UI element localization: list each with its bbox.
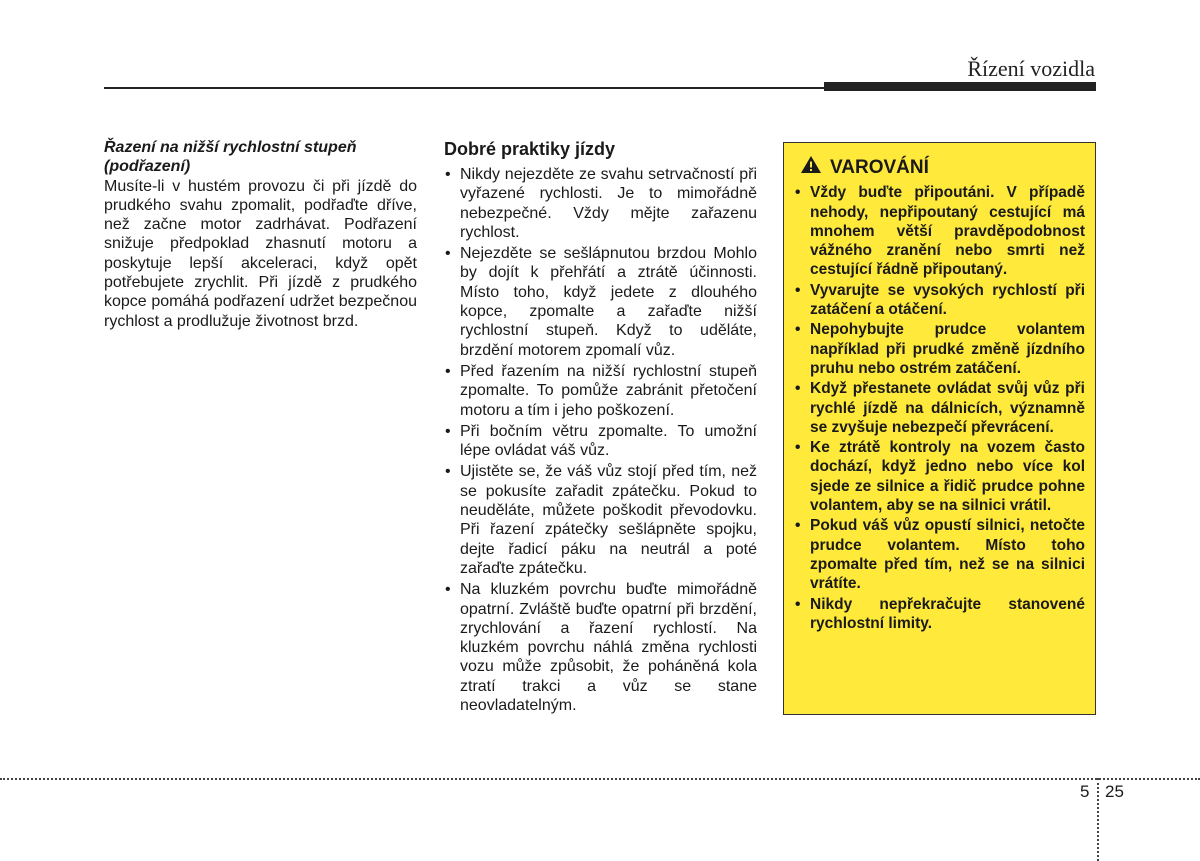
warning-item: • Vždy buďte připoutáni. V případě nehody, nepřipoutaný cestující má mnohem větší pravděpodobnost vážného zranění nebo smrti než cestující řádně připoutaný. — [794, 183, 1085, 279]
warning-item: • Když přestanete ovládat svůj vůz při rychlé jízdě na dálnicích, významně se zvyšuje nebezpečí převrácení. — [794, 379, 1085, 437]
warning-box — [783, 142, 1096, 715]
list-item: • Před řazením na nižší rychlostní stupeň zpomalte. To pomůže zabránit přetočení motoru a tím i jeho poškození. — [444, 362, 757, 420]
practice-list — [444, 165, 757, 715]
list-item: • Při bočním větru zpomalte. To umožní lépe ovládat váš vůz. — [444, 422, 757, 461]
chapter-number: 5 — [1080, 782, 1090, 801]
footer-dotted-rule — [0, 778, 1200, 780]
warning-item: • Nikdy nepřekračujte stanovené rychlostní limity. — [794, 595, 1085, 634]
list-item: • Nejezděte se sešlápnutou brzdou Mohlo by dojít k přehřátí a ztrátě účinnosti. Místo toho, když jedete z dlouhého kopce, zpomalte a zařaďte nižší rychlostní stupeň. Když to uděláte, brzdění motorem zpomalí vůz. — [444, 244, 757, 360]
warning-triangle-icon — [800, 155, 822, 179]
middle-column — [444, 138, 757, 717]
section-subheading: Řazení na nižší rychlostní stupeň (podřazení) — [104, 139, 357, 176]
header-bar — [824, 82, 1096, 91]
page-header-title: Řízení vozidla — [967, 56, 1095, 81]
page-number: 25 — [1105, 782, 1124, 801]
list-item: • Nikdy nejezděte ze svahu setrvačností při vyřazené rychlosti. Je to mimořádně nebezpečné. Vždy mějte zařazenu rychlost. — [444, 165, 757, 242]
warning-list — [794, 183, 1085, 633]
warning-item: • Ke ztrátě kontroly na vozem často dochází, když jedno nebo více kol sjede ze silnice a řidič prudce pohne volantem, aby se na silnici vrátil. — [794, 438, 1085, 515]
list-item: • Ujistěte se, že váš vůz stojí před tím, než se pokusíte zařadit zpátečku. Pokud to neuděláte, můžete poškodit převodovku. Při řazení zpátečky sešlápněte spojku, dejte řadicí páku na neutrál a poté zařaďte zpátečku. — [444, 462, 757, 578]
footer-divider — [1097, 778, 1099, 861]
body-paragraph: Musíte-li v hustém provozu či při jízdě do prudkého svahu zpomalit, podřaďte dříve, než začne motor zadrhávat. Podřazení snižuje předpoklad zhasnutí motoru a poskytuje lepší akceleraci, když opět potřebujete zrychlit. Při jízdě z prudkého kopce pomáhá podřazení udržet bezpečnou rychlost a prodlužuje životnost brzd. — [104, 177, 417, 330]
warning-item: • Vyvarujte se vysokých rychlostí při zatáčení a otáčení. — [794, 281, 1085, 320]
list-item: • Na kluzkém povrchu buďte mimořádně opatrní. Zvláště buďte opatrní při brzdění, zrychlování a řazení rychlostí. Na kluzkém povrchu náhlá změna rychlosti vozu může způsobit, že poháněná kola ztratí trakci a vůz se stane neovladatelným. — [444, 580, 757, 715]
left-column — [104, 138, 417, 331]
section-title: Dobré praktiky jízdy — [444, 139, 616, 159]
warning-item: • Nepohybujte prudce volantem například při prudké změně jízdního pruhu nebo ostrém zatáčení. — [794, 320, 1085, 378]
warning-item: • Pokud váš vůz opustí silnici, netočte prudce volantem. Místo toho zpomalte před tím, než se na silnici vrátíte. — [794, 516, 1085, 593]
warning-title: VAROVÁNÍ — [830, 156, 929, 178]
warning-header — [800, 155, 1085, 179]
